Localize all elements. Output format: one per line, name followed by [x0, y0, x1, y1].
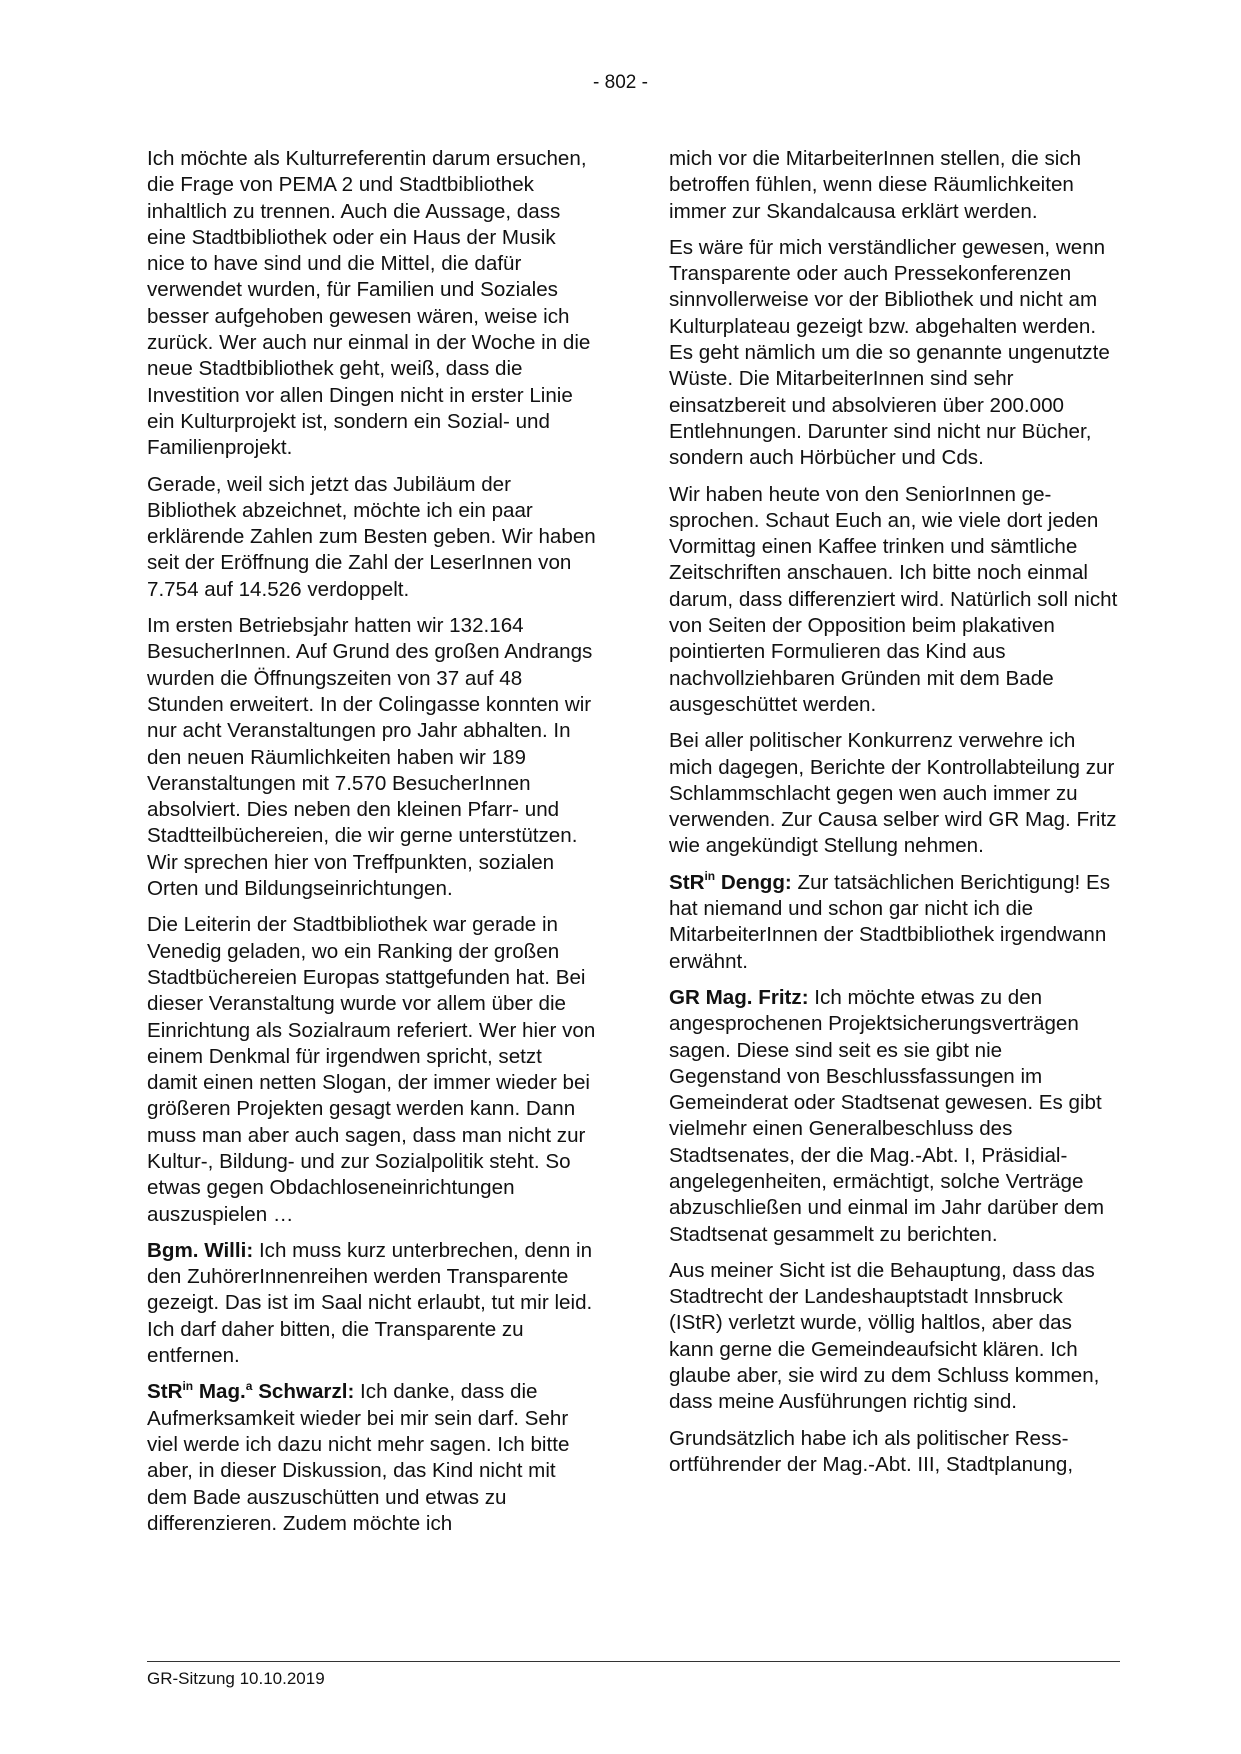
speech-paragraph: [147, 1379, 597, 1537]
speech-paragraph: [147, 1238, 597, 1369]
speaker-name: Bgm. Willi:: [147, 1238, 254, 1262]
paragraph: mich vor die MitarbeiterInnen stellen, die sich betroffen fühlen, wenn diese Räumlichkeiten immer zur Skandalcausa erklärt werden.: [669, 147, 1082, 223]
page-number: - 802 -: [593, 72, 648, 93]
left-column: [147, 146, 597, 1547]
speaker-name: GR Mag. Fritz:: [669, 985, 809, 1009]
speech-paragraph: [669, 985, 1119, 1248]
paragraph: Die Leiterin der Stadtbibliothek war gerade in Venedig geladen, wo ein Ranking der großen Stadtbüchereien Europas stattgefunden hat. Bei dieser Veranstaltung wurde vor allem über die Einrichtung als Sozialraum referiert. Wer hier von einem Denkmal für irgendwen spricht, setzt damit einen netten Slogan, der immer wieder bei größeren Projekten gesagt werden kann. Dann muss man aber auch sagen, dass man nicht zur Kultur-, Bildung- und zur Sozialpolitik steht. So etwas gegen Obdachloseneinrichtungen auszuspielen …: [147, 913, 596, 1226]
speaker-name: [147, 1380, 354, 1403]
speaker-title-suffix: in: [704, 868, 716, 883]
paragraph: Aus meiner Sicht ist die Behauptung, dass das Stadtrecht der Landeshauptstadt Innsbruck (IStR) verletzt wurde, völlig haltlos, aber das kann gerne die Gemeindeaufsicht klären. Ich glaube aber, sie wird zu dem Schluss kommen, dass meine Ausführungen richtig sind.: [669, 1258, 1100, 1414]
speaker-title-suffix: in: [182, 1378, 194, 1393]
speaker-title: StR: [147, 1380, 183, 1404]
paragraph: Bei aller politischer Konkurrenz verwehre ich mich dagegen, Berichte der Kontrollabteilung zur Schlammschlacht gegen wen auch immer zu verwenden. Zur Causa selber wird GR Mag. Fritz wie angekündigt Stellung nehmen.: [669, 729, 1117, 858]
paragraph: Ich möchte als Kulturreferentin darum ersuchen, die Frage von PEMA 2 und Stadtbibliothek inhaltlich zu trennen. Auch die Aussage, dass eine Stadtbibliothek oder ein Haus der Musik nice to have sind und die Mittel, die dafür verwendet wurden, für Familien und Soziales besser aufgehoben gewesen wären, weise ich zurück. Wer auch nur einmal in der Woche in die neue Stadtbibliothek geht, weiß, dass die Investition vor allen Dingen nicht in erster Linie ein Kulturprojekt ist, sondern ein Sozial- und Familienprojekt.: [147, 147, 591, 460]
speech-text: Ich danke, dass die Aufmerksamkeit wieder bei mir sein darf. Sehr viel werde ich dazu nicht mehr sagen. Ich bitte aber, in dieser Diskussion, das Kind nicht mit dem Bade auszuschütten und etwas zu differenzieren. Zudem möchte ich: [147, 1380, 570, 1535]
speech-text: Ich muss kurz unterbrechen, denn in den ZuhörerInnenreihen werden Transparente gezeigt. Das ist im Saal nicht erlaubt, tut mir leid. Ich darf daher bitten, die Transparente zu entfernen.: [147, 1238, 593, 1368]
speaker-title: StR: [669, 870, 705, 894]
footer-session-date: GR-Sitzung 10.10.2019: [147, 1669, 325, 1688]
paragraph: Wir haben heute von den SeniorInnen gesprochen. Schaut Euch an, wie viele dort jeden Vormittag einen Kaffee trinken und sämtliche Zeitschriften anschauen. Ich bitte noch einmal darum, dass differenziert wird. Natürlich soll nicht von Seiten der Opposition beim plakativen pointierten Formulieren das Kind aus nachvollziehbaren Gründen mit dem Bade ausgeschüttet werden.: [669, 482, 1118, 716]
speaker-degree: Mag.: [193, 1380, 246, 1404]
speech-text: Zur tatsächlichen Berichtigung! Es hat niemand und schon gar nicht ich die MitarbeiterInnen der Stadtbibliothek irgendwann erwähnt.: [669, 870, 1111, 973]
speech-text: Ich möchte etwas zu den angesprochenen Projektsicherungsverträgen sagen. Diese sind seit es sie gibt nie Gegenstand von Beschlussfassungen im Gemeinderat oder Stadtsenat gewesen. Es gibt vielmehr einen Generalbeschluss des Stadtsenates, der die Mag.-Abt. I, Präsidialangelegenheiten, ermächtigt, solche Verträge abzuschließen und einmal im Jahr darüber dem Stadtsenat gesammelt zu berichten.: [669, 985, 1104, 1246]
speaker-surname: Schwarzl:: [252, 1380, 355, 1404]
paragraph: Es wäre für mich verständlicher gewesen, wenn Transparente oder auch Pressekonferenzen sinnvollerweise vor der Bibliothek und nicht am Kulturplateau gezeigt bzw. abgehalten werden. Es geht nämlich um die so genannte ungenutzte Wüste. Die MitarbeiterInnen sind sehr einsatzbereit und absolvieren über 200.000 Entlehnungen. Darunter sind nicht nur Bücher, sondern auch Hörbücher und Cds.: [669, 235, 1110, 470]
speaker-name: [669, 868, 792, 894]
speaker-degree-suffix: a: [245, 1378, 253, 1393]
footer-divider: [147, 1661, 1120, 1662]
paragraph: Grundsätzlich habe ich als politischer Ressortführender der Mag.-Abt. III, Stadtplanung,: [669, 1426, 1074, 1476]
paragraph: Gerade, weil sich jetzt das Jubiläum der Bibliothek abzeichnet, möchte ich ein paar erklärende Zahlen zum Besten geben. Wir haben seit der Eröffnung die Zahl der LeserInnen von 7.754 auf 14.526 verdoppelt.: [147, 472, 596, 601]
paragraph: Im ersten Betriebsjahr hatten wir 132.164 BesucherInnen. Auf Grund des großen Andrangs wurden die Öffnungszeiten von 37 auf 48 Stunden erweitert. In der Colingasse konnten wir nur acht Veranstaltungen pro Jahr abhalten. In den neuen Räumlichkeiten haben wir 189 Veranstaltungen mit 7.570 BesucherInnen absolviert. Dies neben den kleinen Pfarr- und Stadtteilbüchereien, die wir gerne unterstützen. Wir sprechen hier von Treffpunkten, sozialen Orten und Bildungseinrichtungen.: [147, 614, 593, 901]
right-column: [669, 146, 1119, 1488]
speech-paragraph: [669, 870, 1119, 975]
speaker-surname: Dengg:: [715, 870, 792, 894]
